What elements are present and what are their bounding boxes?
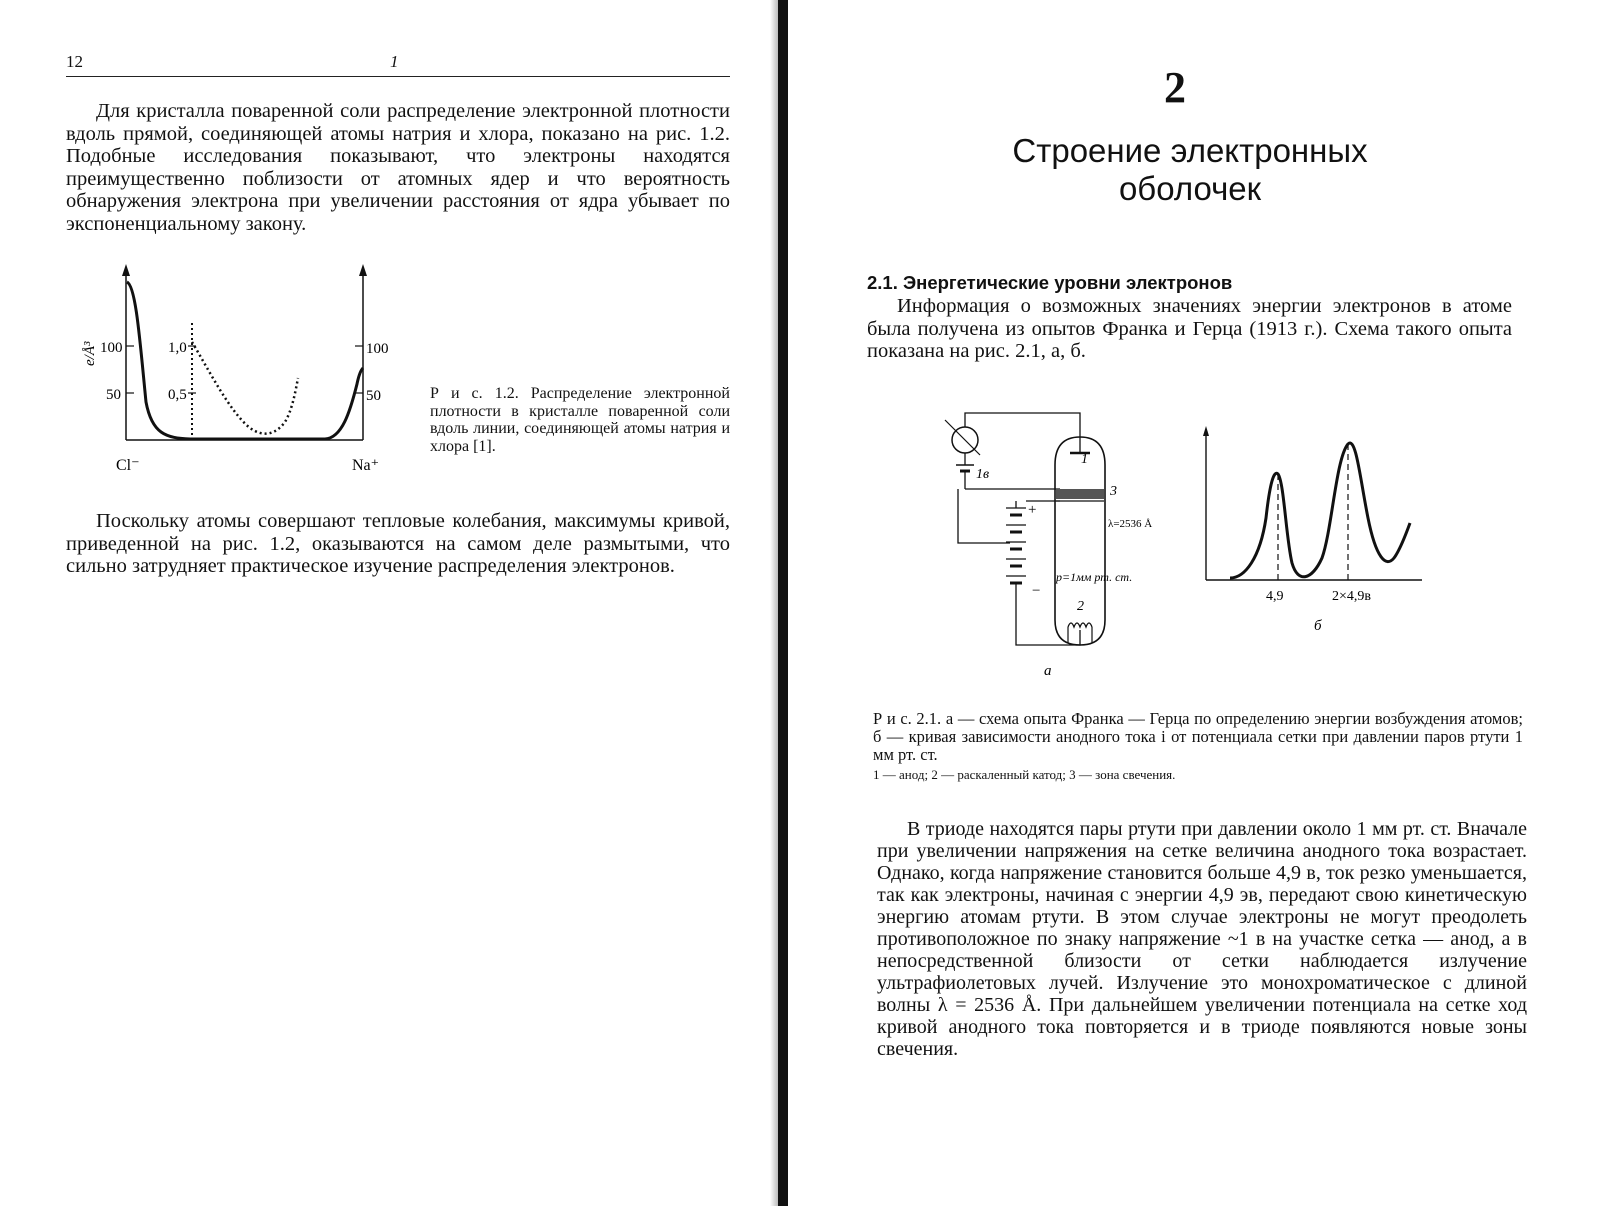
label-2: 2 [1077, 599, 1084, 614]
right-tick-100: 100 [366, 341, 389, 357]
pressure-label: p=1мм рт. ст. [1056, 570, 1133, 584]
wavelength-label: λ=2536 Å [1108, 518, 1153, 530]
tick-4-9: 4,9 [1266, 589, 1284, 604]
figure-2-1a-apparatus [940, 405, 1170, 690]
na-label: Na⁺ [352, 457, 380, 474]
left-axis-arrow [122, 264, 130, 276]
left-paragraph-1: Для кристалла поваренной соли распределение электронной плотности вдоль прямой, соединяющей атомы натрия и хлора, показано на рис. 1.2. Подобные исследования показывают, что электроны находятся преимущественно поблизости от атомных ядер и что вероятность обнаружения электрона при увеличении расстояния от ядра убывает по экспоненциальному закону. [66, 100, 730, 235]
page-number: 12 [66, 52, 83, 71]
glow-zone [1056, 489, 1104, 499]
section-heading: 2.1. Энергетические уровни электронов [867, 272, 1233, 293]
figure-2-1-legend: 1 — анод; 2 — раскаленный катод; 3 — зона свечения. [873, 767, 1176, 782]
dotted-curve [192, 342, 298, 434]
chapter-title: Строение электронных оболочек [1012, 132, 1368, 207]
anode-current-curve [1230, 443, 1410, 578]
left-paragraph-2: Поскольку атомы совершают тепловые колебания, максимумы кривой, приведенной на рис. 1.2, оказываются на самом деле размытыми, что сильно затрудняет практическое изучение распределения электронов. [66, 510, 730, 577]
book-spine [778, 0, 788, 1206]
minus-sign: − [1032, 583, 1041, 599]
density-curve [127, 282, 363, 439]
label-1: 1 [1081, 452, 1088, 467]
plus-sign: + [1028, 502, 1037, 518]
middle-tick-05: 0,5 [168, 387, 187, 403]
cathode-filament [1068, 623, 1092, 627]
figure-2-1-caption: Р и с. 2.1. а — схема опыта Франка — Герца по определению энергии возбуждения атомов; б — кривая зависимости анодного тока i от потенциала сетки при давлении паров ртути 1 мм рт. ст. [873, 709, 1523, 764]
running-chapter-marker: 1 [390, 52, 399, 71]
figure-2-1b-current-curve [1200, 418, 1430, 648]
y-axis-label: e/Å³ [82, 341, 98, 366]
right-paragraph-1: Информация о возможных значениях энергии электронов в атоме была получена из опытов Франка и Герца (1913 г.). Схема такого опыта показана на рис. 2.1, а, б. [867, 295, 1512, 362]
right-paragraph-2: В триоде находятся пары ртути при давлении около 1 мм рт. ст. Вначале при увеличении напряжения на сетке величина анодного тока возрастает. Однако, когда напряжение становится больше 4,9 в, ток резко уменьшается, так как электроны, начиная с энергии 4,9 эв, передают свою кинетическую энергию атомам ртути. В этом случае электроны не могут преодолеть противоположное по знаку напряжение ~1 в на участке сетка — анод, а в непосредственной близости от сетки наблюдается излучение ультрафиолетовых лучей. Излучение это монохроматическое с длиной волны λ = 2536 Å. При дальнейшем увеличении потенциала на сетке ход кривой анодного тока повторяется и в триоде появляются новые зоны свечения. [877, 818, 1527, 1060]
figure-1-2-electron-density [80, 262, 400, 482]
panel-a-label: а [1044, 663, 1052, 679]
middle-tick-1: 1,0 [168, 340, 187, 356]
tick-2x4-9: 2×4,9в [1332, 589, 1372, 604]
left-tick-100: 100 [100, 340, 123, 356]
book-gutter-shadow [770, 0, 778, 1206]
label-3: 3 [1110, 484, 1117, 499]
right-axis-arrow [359, 264, 367, 276]
header-rule [66, 76, 730, 77]
left-tick-50: 50 [106, 387, 121, 403]
chapter-number: 2 [1164, 63, 1186, 112]
cl-label: Cl⁻ [116, 457, 140, 474]
figure-1-2-caption: Р и с. 1.2. Распределение электронной плотности в кристалле поваренной соли вдоль линии, соединяющей атомы натрия и хлора [1]. [430, 385, 730, 455]
panel-b-label: б [1314, 618, 1322, 634]
right-tick-50: 50 [366, 388, 381, 404]
voltage-label: 1в [976, 467, 990, 482]
